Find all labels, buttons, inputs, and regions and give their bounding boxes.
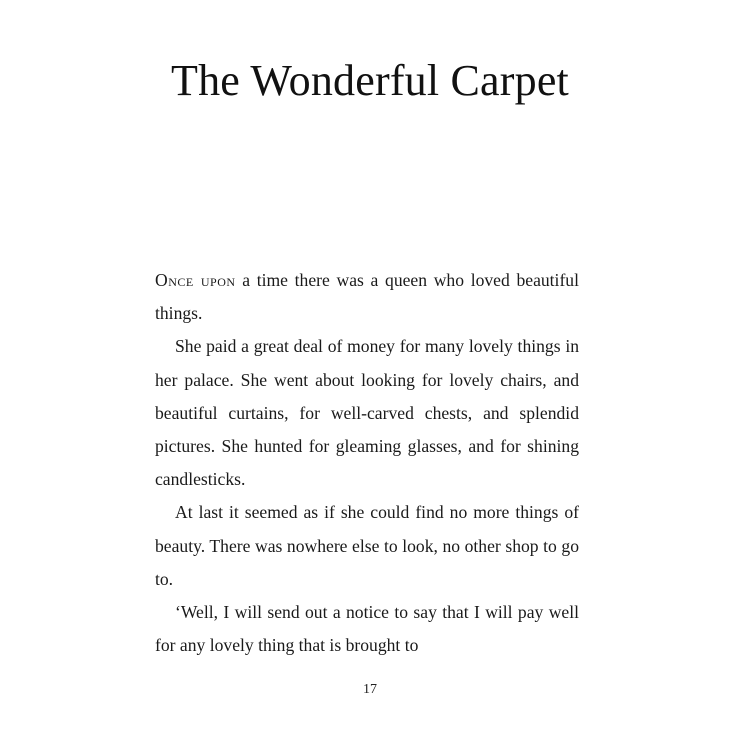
page-number: 17 xyxy=(363,682,377,697)
paragraph-1 xyxy=(155,264,579,330)
paragraph-3: At last it seemed as if she could find no more things of beauty. There was nowhere else to look, no other shop to go to. xyxy=(155,502,579,589)
chapter-title: The Wonderful Carpet xyxy=(171,56,569,105)
chapter-body xyxy=(155,264,579,662)
paragraph-2: She paid a great deal of money for many lovely things in her palace. She went about looking for lovely chairs, and beautiful curtains, for well-carved chests, and splendid pictures. She hunted for gleaming glasses, and for shining candlesticks. xyxy=(155,336,579,490)
paragraph-4: ‘Well, I will send out a notice to say that I will pay well for any lovely thing that is brought to xyxy=(155,602,579,656)
opening-small-caps: Once upon xyxy=(155,270,236,290)
paragraph-1-text: a time there was a queen who loved beautiful things. xyxy=(155,270,579,324)
